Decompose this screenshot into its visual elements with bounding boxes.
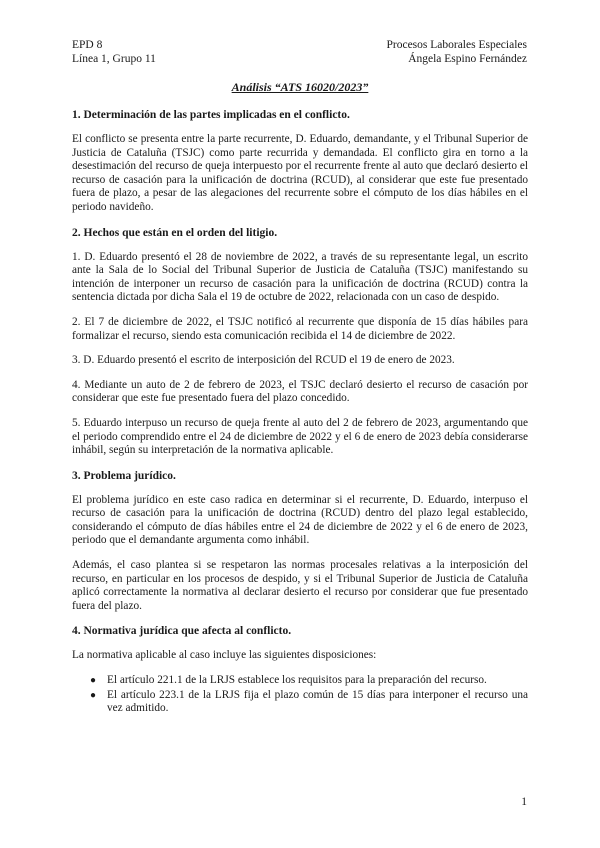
- paragraph: La normativa aplicable al caso incluye las siguientes disposiciones:: [72, 649, 377, 662]
- section-heading: 4. Normativa jurídica que afecta al conflicto.: [72, 625, 292, 638]
- header-subject: Procesos Laborales Especiales: [386, 39, 527, 51]
- header-course: EPD 8: [72, 39, 103, 51]
- header-right: [386, 38, 527, 66]
- document-body: [72, 108, 528, 717]
- section-heading: 1. Determinación de las partes implicadas en el conflicto.: [72, 109, 350, 121]
- paragraph: El problema jurídico en este caso radica en determinar si el recurrente, D. Eduardo, interpuso el recurso de casación para la unificación de doctrina (RCUD) dentro del plazo legal establecido, considerando el cómputo de días hábiles entre el 24 de diciembre de 2022 y el 6 de enero de 2023, periodo que el demandante argumenta como inhábil.: [72, 493, 528, 547]
- document-title: Análisis “ATS 16020/2023”: [231, 80, 369, 94]
- bullet-list: [72, 674, 528, 716]
- list-item-text: El artículo 223.1 de la LRJS fija el plazo común de 15 días para interponer el recurso una vez admitido.: [107, 688, 528, 715]
- header-author: Ángela Espino Fernández: [408, 53, 527, 65]
- header-group: Línea 1, Grupo 11: [72, 53, 156, 65]
- bullet-icon: ●: [90, 689, 97, 701]
- paragraph: 3. D. Eduardo presentó el escrito de interposición del RCUD el 19 de enero de 2023.: [72, 354, 455, 367]
- paragraph: Además, el caso plantea si se respetaron las normas procesales relativas a la interposición del recurso, en particular en los procesos de despido, y si el Tribunal Superior de Justicia de Cataluña aplicó correctamente la normativa al declarar desierto el recurso por considerar que fue presentado fuera del plazo.: [72, 559, 528, 612]
- list-item: [90, 689, 528, 716]
- paragraph: 4. Mediante un auto de 2 de febrero de 2023, el TSJC declaró desierto el recurso de casación por considerar que este fue presentado fuera del plazo concedido.: [72, 378, 528, 405]
- paragraph: El conflicto se presenta entre la parte recurrente, D. Eduardo, demandante, y el Tribunal Superior de Justicia de Cataluña (TSJC) como parte recurrida y demandada. El conflicto gira en torno a la desestimación del recurso de queja interpuesto por el recurrente frente al auto que declaró desierto el recurso de casación para la unificación de doctrina (RCUD), al considerar que este fue presentado fuera de plazo, a pesar de las alegaciones del recurrente sobre el cómputo de los días hábiles en el periodo navideño.: [72, 133, 528, 213]
- paragraph: 2. El 7 de diciembre de 2022, el TSJC notificó al recurrente que disponía de 15 días hábiles para formalizar el recurso, siendo esta comunicación recibida el 14 de diciembre de 2022.: [72, 315, 528, 342]
- section-heading: 3. Problema jurídico.: [72, 469, 176, 482]
- section-heading: 2. Hechos que están en el orden del litigio.: [72, 226, 278, 239]
- page-number: 1: [521, 796, 527, 808]
- header-left: [72, 38, 156, 66]
- list-item-text: El artículo 221.1 de la LRJS establece los requisitos para la preparación del recurso.: [107, 674, 487, 687]
- bullet-icon: ●: [90, 675, 97, 687]
- list-item: [90, 674, 528, 688]
- paragraph: 1. D. Eduardo presentó el 28 de noviembre de 2022, a través de su representante legal, un escrito ante la Sala de lo Social del Tribunal Superior de Justicia de Cataluña (TSJC) manifestando su intención de interponer un recurso de casación para la unificación de doctrina (RCUD) contra la sentencia dictada por dicha Sala el 19 de octubre de 2022, relacionada con un caso de despido.: [72, 250, 528, 304]
- paragraph: 5. Eduardo interpuso un recurso de queja frente al auto del 2 de febrero de 2023, argumentando que el periodo comprendido entre el 24 de diciembre de 2022 y el 6 de enero de 2023 debía considerarse inhábil, según su interpretación de la normativa aplicable.: [72, 416, 528, 457]
